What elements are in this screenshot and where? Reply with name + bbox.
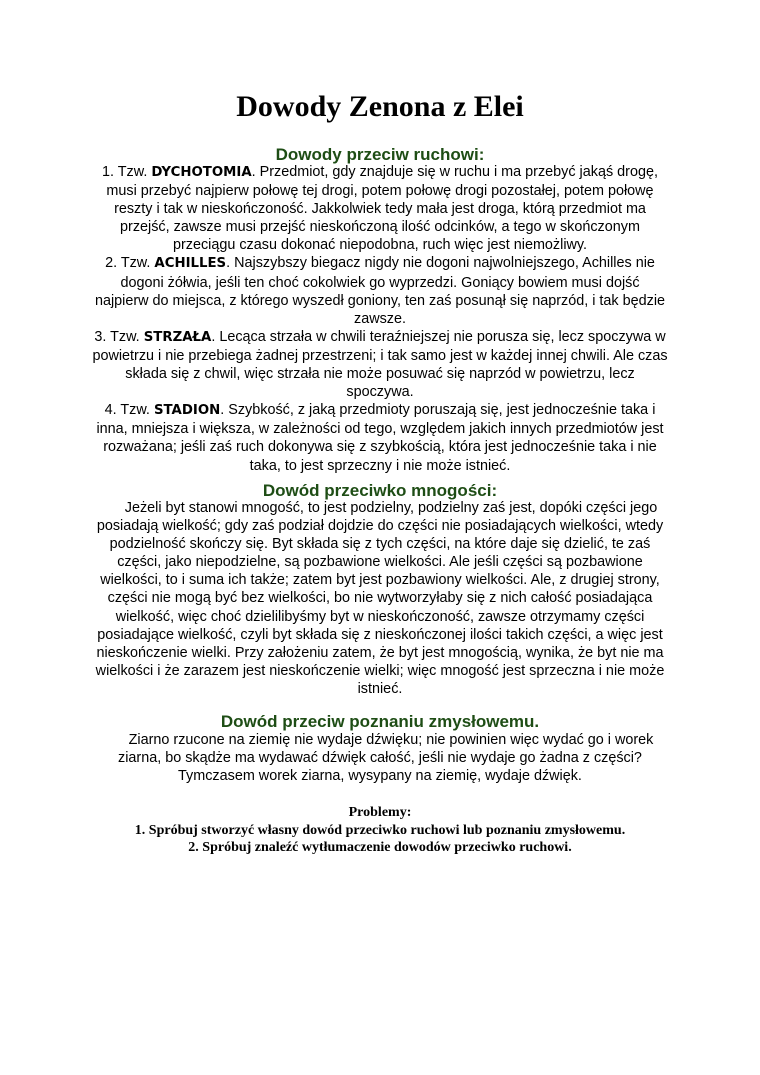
problem-item-1: 1. Spróbuj stworzyć własny dowód przeciwko ruchowi lub poznaniu zmysłowemu. [134, 822, 626, 838]
problem-item-2: 2. Spróbuj znaleźć wytłumaczenie dowodów przeciwko ruchowi. [188, 840, 572, 855]
plurality-text: Jeżeli byt stanowi mnogość, to jest podzielny, podzielny zaś jest, dopóki części jego posiadają wielkość; gdy zaś podział dojdzie do części nie posiadających wielkości, wtedy podzielność skończy się. Byt składa się z tych części, na które daje się dzielić, te zaś części, jako niepodzielne, są pozbawione wielkości. Ale jeśli części są pozbawione wielkości, to i suma ich także; zatem byt jest pozbawiony wielkości. Ale, z drugiej strony, części nie mogą być bez wielkości, bo nie wytworzyłaby się z nich całość posiadająca wielkość, więc choć dzielilibyśmy byt w nieskończoność, zawsze otrzymamy części posiadające wielkość, czyli byt składa się z nieskończonej ilości takich części, a więc jest nieskończenie wielki. Przy założeniu zatem, że byt jest mnogością, wynika, że byt nie ma wielkości i że zarazem jest nieskończenie wielki; więc mnogość jest sprzeczna i nie może istnieć. [95, 500, 665, 697]
term-achilles: ACHILLES [154, 256, 227, 272]
plurality-body [92, 499, 668, 698]
motion-body [92, 163, 668, 475]
senses-text: Ziarno rzucone na ziemię nie wydaje dźwięku; nie powinien więc wydać go i worek ziarna, bo skądże ma wydawać dźwięk całość, jeśli nie wydaje go żadna z części? Tymczasem worek ziarna, wysypany na ziemię, wydaje dźwięk. [118, 732, 654, 785]
motion-heading: Dowody przeciw ruchowi: [275, 145, 485, 164]
senses-heading: Dowód przeciw poznaniu zmysłowemu. [220, 712, 540, 731]
motion-item-dichotomy: 1. Tzw. DYCHOTOMIA. Przedmiot, gdy znajduje się w ruchu i ma przebyć jakąś drogę, musi przebyć najpierw połowę tej drogi, potem połowę drogi pozostałej, potem połowę reszty i tak w nieskończoność. Jakkolwiek tedy mała jest droga, którą przedmiot ma przejść, zawsze musi przejść nieskończoną ilość odcinków, a tego w skończonym przeciągu czasu dokonać niepodobna, ruch więc jest niemożliwy. [102, 164, 658, 254]
motion-item-achilles: 2. Tzw. ACHILLES. Najszybszy biegacz nigdy nie dogoni najwolniejszego, Achilles nie dogoni żółwia, jeśli ten choć cokolwiek go wyprzedzi. Goniący bowiem musi dojść najpierw do miejsca, z którego wyszedł goniony, ten zaś posunął się naprzód, i tak będzie zawsze. [94, 255, 666, 327]
senses-body [92, 731, 668, 785]
motion-item-stadium: 4. Tzw. STADION. Szybkość, z jaką przedmioty poruszają się, jest jednocześnie taka i inna, mniejsza i większa, w zależności od tego, względem jakich innych przedmiotów jest rozważana; jeśli zaś ruch dokonywa się z szybkością, która jest jednocześnie taka i nie taka, to jest sprzeczny i nie może istnieć. [96, 402, 664, 474]
plurality-heading: Dowód przeciwko mnogości: [262, 481, 498, 500]
motion-item-arrow: 3. Tzw. STRZAŁA. Lecąca strzała w chwili teraźniejszej nie porusza się, lecz spoczywa w powietrzu i nie przebiega żadnej przestrzeni; i tak samo jest w każdej innej chwili. Ale czas składa się z chwil, więc strzała nie może posuwać się naprzód w powietrzu, lecz spoczywa. [92, 328, 668, 401]
problems-block [0, 804, 760, 857]
term-stadion: STADION [153, 403, 221, 419]
document-title: Dowody Zenona z Elei [236, 90, 524, 123]
term-dychotomia: DYCHOTOMIA [151, 165, 252, 180]
problems-heading: Problemy: [348, 805, 412, 820]
term-strzala: STRZAŁA [143, 329, 212, 345]
